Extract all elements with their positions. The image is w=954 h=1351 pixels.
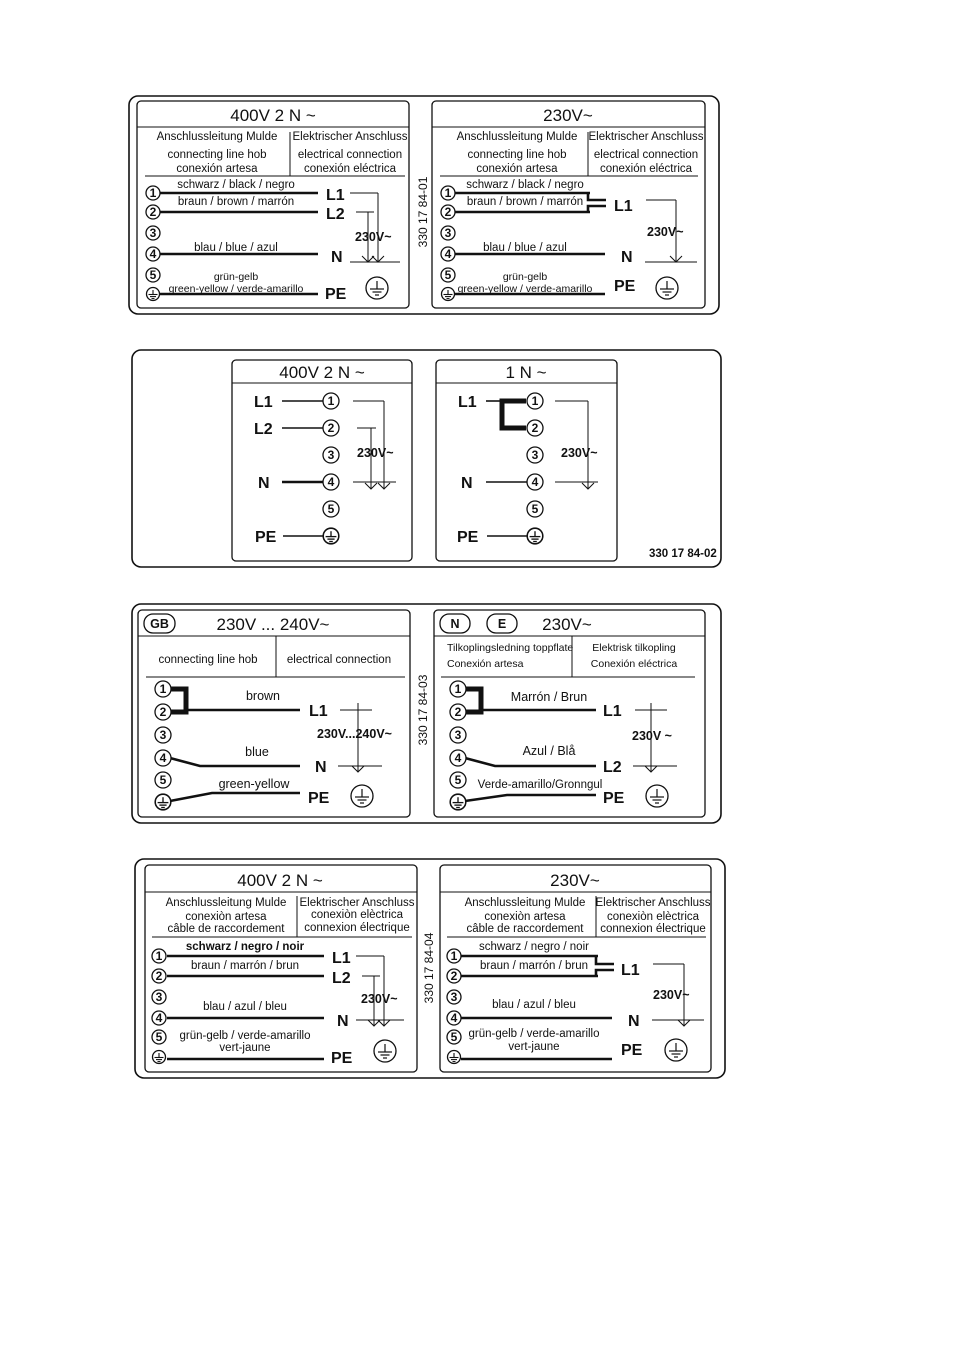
wire-label-green-yellow: green-yellow [218,777,290,791]
header-col1-line1: Tilkoplingsledning toppflate [447,642,574,654]
diagram-1 [129,96,719,314]
diagram-1-right-panel [432,101,705,308]
header-col2-line2: conexiòn elèctrica [606,911,700,923]
svg-text:5: 5 [149,268,157,282]
wire-label-blue: blau / blue / azul [194,242,278,254]
ground-icon [656,277,678,299]
terminal-N: N [461,475,473,492]
terminal-numbers [155,681,171,810]
voltage-label: 230V~ [647,225,684,239]
terminal-PE: PE [331,1050,353,1067]
header-col1-line1: Anschlussleitung Mulde [464,897,586,909]
svg-text:3: 3 [444,226,452,240]
diagram-4-right-panel [440,865,711,1072]
terminal-L2: L2 [603,759,622,776]
header-col2-line1: Elektrischer Anschluss [292,131,408,143]
header-col1-line1: Anschlussleitung Mulde [156,131,278,143]
svg-text:1: 1 [454,682,462,696]
wire-label-brown: Marrón / Brun [510,690,588,704]
svg-text:4: 4 [159,751,167,765]
terminal-L1: L1 [309,703,328,720]
country-badge-label: N [450,617,460,631]
header-col2-line1: Elektrischer Anschluss [588,131,704,143]
wire-label-brown: braun / brown / marrón [177,196,295,208]
svg-text:1: 1 [444,186,452,200]
svg-text:5: 5 [155,1030,163,1044]
header-col1-line2: connecting line hob [467,149,567,161]
svg-text:2: 2 [531,421,539,435]
terminal-L1: L1 [332,950,351,967]
terminal-numbers [450,681,466,810]
wire-label-black: schwarz / negro / noir [479,941,589,953]
svg-text:2: 2 [450,969,458,983]
svg-text:1: 1 [531,394,539,408]
svg-text:2: 2 [159,705,167,719]
panel-title: 230V~ [550,871,600,890]
wire-label-brown: brown [245,689,281,703]
panel-title: 230V ... 240V~ [216,615,330,634]
svg-text:5: 5 [450,1030,458,1044]
diagram-3 [132,604,721,823]
ground-icon [155,794,171,810]
wire-label-black: schwarz / black / negro [177,179,295,191]
wire-label-green-yellow-1: grün-gelb [502,271,548,283]
diagram-4-left-panel [145,865,417,1072]
wire-label-brown: braun / marrón / brun [479,960,589,972]
terminal-PE: PE [255,529,277,546]
svg-text:1: 1 [149,186,157,200]
svg-text:1: 1 [159,682,167,696]
svg-text:2: 2 [149,205,157,219]
wire-label-brown: braun / marrón / brun [190,960,300,972]
header-col2-line3: conexión eléctrica [599,163,693,175]
wire-label-green-yellow-2: green-yellow / verde-amarillo [168,283,304,295]
terminal-PE: PE [603,790,625,807]
ground-icon [323,528,339,544]
svg-text:1: 1 [327,394,335,408]
country-badge-label: GB [150,617,169,631]
ground-icon [442,288,455,301]
svg-text:3: 3 [454,728,462,742]
wire-label-blue: Azul / Blå [522,744,576,758]
svg-text:2: 2 [327,421,335,435]
ground-icon [448,1051,461,1064]
header-col2-line3: conexión eléctrica [303,163,397,175]
header-col1-line1: Anschlussleitung Mulde [456,131,578,143]
diagram-2-right-panel [436,360,617,561]
voltage-label: 230V~ [561,446,598,460]
wire-label-brown: braun / brown / marrón [466,196,584,208]
svg-text:4: 4 [450,1011,458,1025]
terminal-N: N [315,759,327,776]
header-col2-line1: Elektrisk tilkopling [592,642,676,654]
wire-label-green-yellow-2: green-yellow / verde-amarillo [457,283,593,295]
header-col2-line2: electrical connection [593,149,699,161]
ground-icon [646,785,668,807]
terminal-L2: L2 [254,421,273,438]
voltage-label: 230V...240V~ [317,727,392,741]
diagram-code: 330 17 84-01 [416,176,430,248]
diagram-2 [132,350,721,567]
header-col1-line2: conexiòn artesa [484,911,566,923]
diagram-code: 330 17 84-02 [649,548,717,560]
svg-text:1: 1 [155,949,163,963]
panel-title: 400V 2 N ~ [230,106,316,125]
wire-label-green-yellow-2: vert-jaune [508,1041,560,1053]
terminal-PE: PE [325,286,347,303]
voltage-label: 230V~ [361,992,398,1006]
header-col1-line2: Conexión artesa [447,658,524,670]
header-col1-line1: Anschlussleitung Mulde [165,897,287,909]
ground-icon [153,1051,166,1064]
svg-text:5: 5 [531,502,539,516]
ground-icon [366,277,388,299]
ground-icon [374,1040,396,1062]
diagram-code: 330 17 84-04 [422,932,436,1004]
svg-text:4: 4 [155,1011,163,1025]
svg-text:3: 3 [531,448,539,462]
wire-label-green-yellow-1: grün-gelb / verde-amarillo [468,1028,600,1040]
voltage-label: 230V~ [357,446,394,460]
terminal-PE: PE [621,1042,643,1059]
svg-text:3: 3 [450,990,458,1004]
svg-text:5: 5 [444,268,452,282]
header-col1-line3: conexión artesa [176,163,258,175]
header-col1-line3: conexión artesa [476,163,558,175]
svg-text:4: 4 [444,247,452,261]
diagram-3-right-panel [434,610,705,817]
header-col1: connecting line hob [158,654,258,666]
terminal-PE: PE [614,278,636,295]
svg-text:4: 4 [531,475,539,489]
svg-text:4: 4 [149,247,157,261]
terminal-PE: PE [308,790,330,807]
terminal-numbers [527,393,543,544]
terminal-N: N [337,1013,349,1030]
header-col2-line2: electrical connection [297,149,403,161]
terminal-L2: L2 [332,970,351,987]
terminal-L1: L1 [458,394,477,411]
voltage-label: 230V~ [653,988,690,1002]
voltage-label: 230V~ [355,230,392,244]
terminal-N: N [621,249,633,266]
svg-text:2: 2 [155,969,163,983]
header-col2-line3: connexion électrique [304,922,410,934]
wire-label-green-yellow: Verde-amarillo/Gronngul [477,779,603,791]
ground-icon [450,794,466,810]
header-col1-line2: conexiòn artesa [185,911,267,923]
svg-text:5: 5 [454,773,462,787]
svg-text:3: 3 [149,226,157,240]
terminal-L1: L1 [326,187,345,204]
header-col2: electrical connection [286,654,392,666]
wire-label-green-yellow-1: grün-gelb / verde-amarillo [179,1030,311,1042]
panel-title: 1 N ~ [505,363,547,382]
terminal-numbers [441,186,455,301]
svg-text:5: 5 [159,773,167,787]
terminal-PE: PE [457,529,479,546]
ground-icon [351,785,373,807]
terminal-L1: L1 [603,703,622,720]
svg-text:3: 3 [159,728,167,742]
svg-text:2: 2 [444,205,452,219]
panel-title: 400V 2 N ~ [237,871,323,890]
header-col1-line3: câble de raccordement [466,923,584,935]
wire-label-blue: blau / azul / bleu [203,1001,287,1013]
terminal-L1: L1 [614,198,633,215]
diagram-3-left-panel [138,610,410,817]
terminal-N: N [331,249,343,266]
terminal-L1: L1 [621,962,640,979]
wire-label-blue: blue [245,745,269,759]
terminal-N: N [628,1013,640,1030]
panel-title: 230V~ [543,106,593,125]
ground-icon [665,1039,687,1061]
diagram-code: 330 17 84-03 [416,674,430,746]
header-col2-line2: conexiòn elèctrica [310,909,404,921]
header-col1-line3: câble de raccordement [167,923,285,935]
terminal-numbers [146,186,160,301]
terminal-numbers [152,949,166,1064]
diagram-2-outer-frame [132,350,721,567]
terminal-numbers [323,393,339,544]
svg-text:3: 3 [155,990,163,1004]
country-badge-label: E [497,617,507,631]
wire-label-green-yellow-1: grün-gelb [213,271,259,283]
header-col1-line2: connecting line hob [167,149,267,161]
svg-text:4: 4 [454,751,462,765]
ground-icon [147,288,160,301]
svg-text:4: 4 [327,475,335,489]
svg-text:1: 1 [450,949,458,963]
diagram-4 [135,859,725,1078]
panel-title: 230V~ [542,615,592,634]
terminal-L2: L2 [326,206,345,223]
wire-label-black: schwarz / black / negro [466,179,584,191]
header-col2-line3: connexion électrique [600,923,706,935]
header-col2-line2: Conexión eléctrica [590,658,678,670]
wire-label-blue: blau / blue / azul [483,242,567,254]
terminal-numbers [447,949,461,1064]
header-col2-line1: Elektrischer Anschluss [595,897,711,909]
ground-icon [527,528,543,544]
diagram-2-left-panel [232,360,412,561]
terminal-N: N [258,475,270,492]
terminal-L1: L1 [254,394,273,411]
wire-label-green-yellow-2: vert-jaune [219,1042,271,1054]
svg-text:5: 5 [327,502,335,516]
wire-label-blue: blau / azul / bleu [492,999,576,1011]
wire-label-black: schwarz / negro / noir [185,941,305,953]
panel-title: 400V 2 N ~ [279,363,365,382]
svg-text:3: 3 [327,448,335,462]
header-col2-line1: Elektrischer Anschluss [299,897,415,909]
svg-text:2: 2 [454,705,462,719]
diagram-1-left-panel [137,101,409,308]
voltage-label: 230V ~ [632,729,672,743]
